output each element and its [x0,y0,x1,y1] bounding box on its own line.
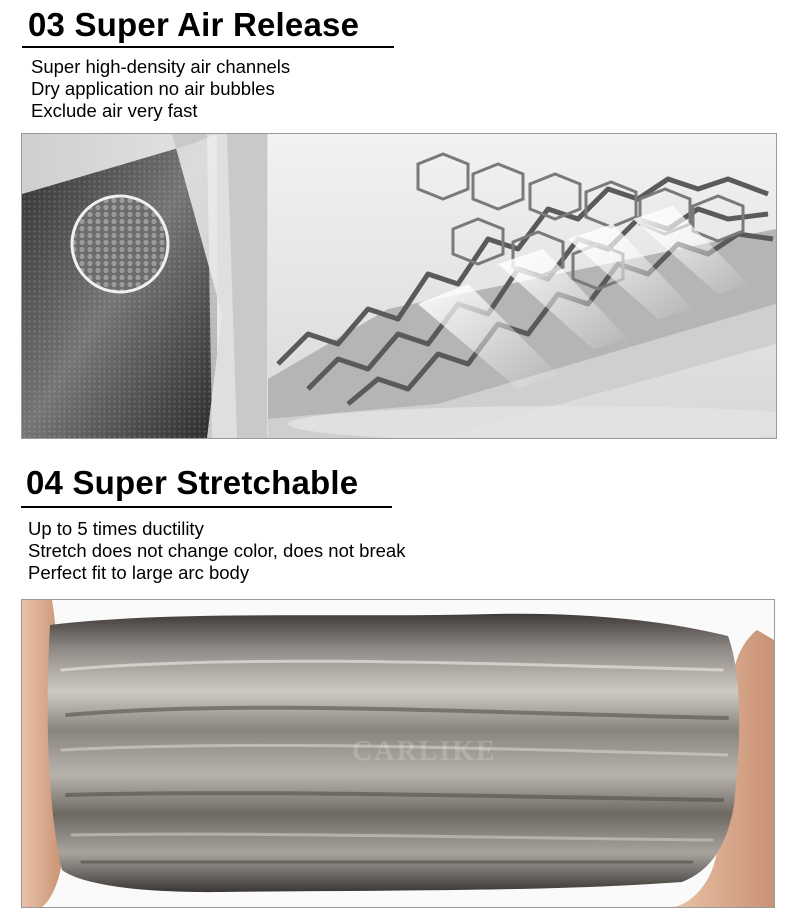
feature-item: Up to 5 times ductility [28,518,204,539]
air-release-illustration [22,134,776,438]
brand-watermark: CARLIKE [352,736,497,767]
stretchable-feature-list [28,518,405,584]
section-title-air-release: 03 Super Air Release [28,6,360,43]
air-release-image-panel [21,133,777,439]
feature-item: Stretch does not change color, does not break [28,540,406,561]
honeycomb-air-channel-illustration [268,134,776,438]
title-underline [22,46,394,48]
air-release-feature-list [31,56,290,122]
feature-item: Dry application no air bubbles [31,78,275,99]
feature-item: Super high-density air channels [31,56,291,77]
feature-item: Perfect fit to large arc body [28,562,250,583]
section-title-stretchable: 04 Super Stretchable [26,464,359,501]
feature-item: Exclude air very fast [31,100,198,121]
stretch-demo-image-panel [21,599,775,908]
title-underline [21,506,392,508]
textured-film-photo [22,134,267,438]
stretch-film-photo [22,600,774,907]
